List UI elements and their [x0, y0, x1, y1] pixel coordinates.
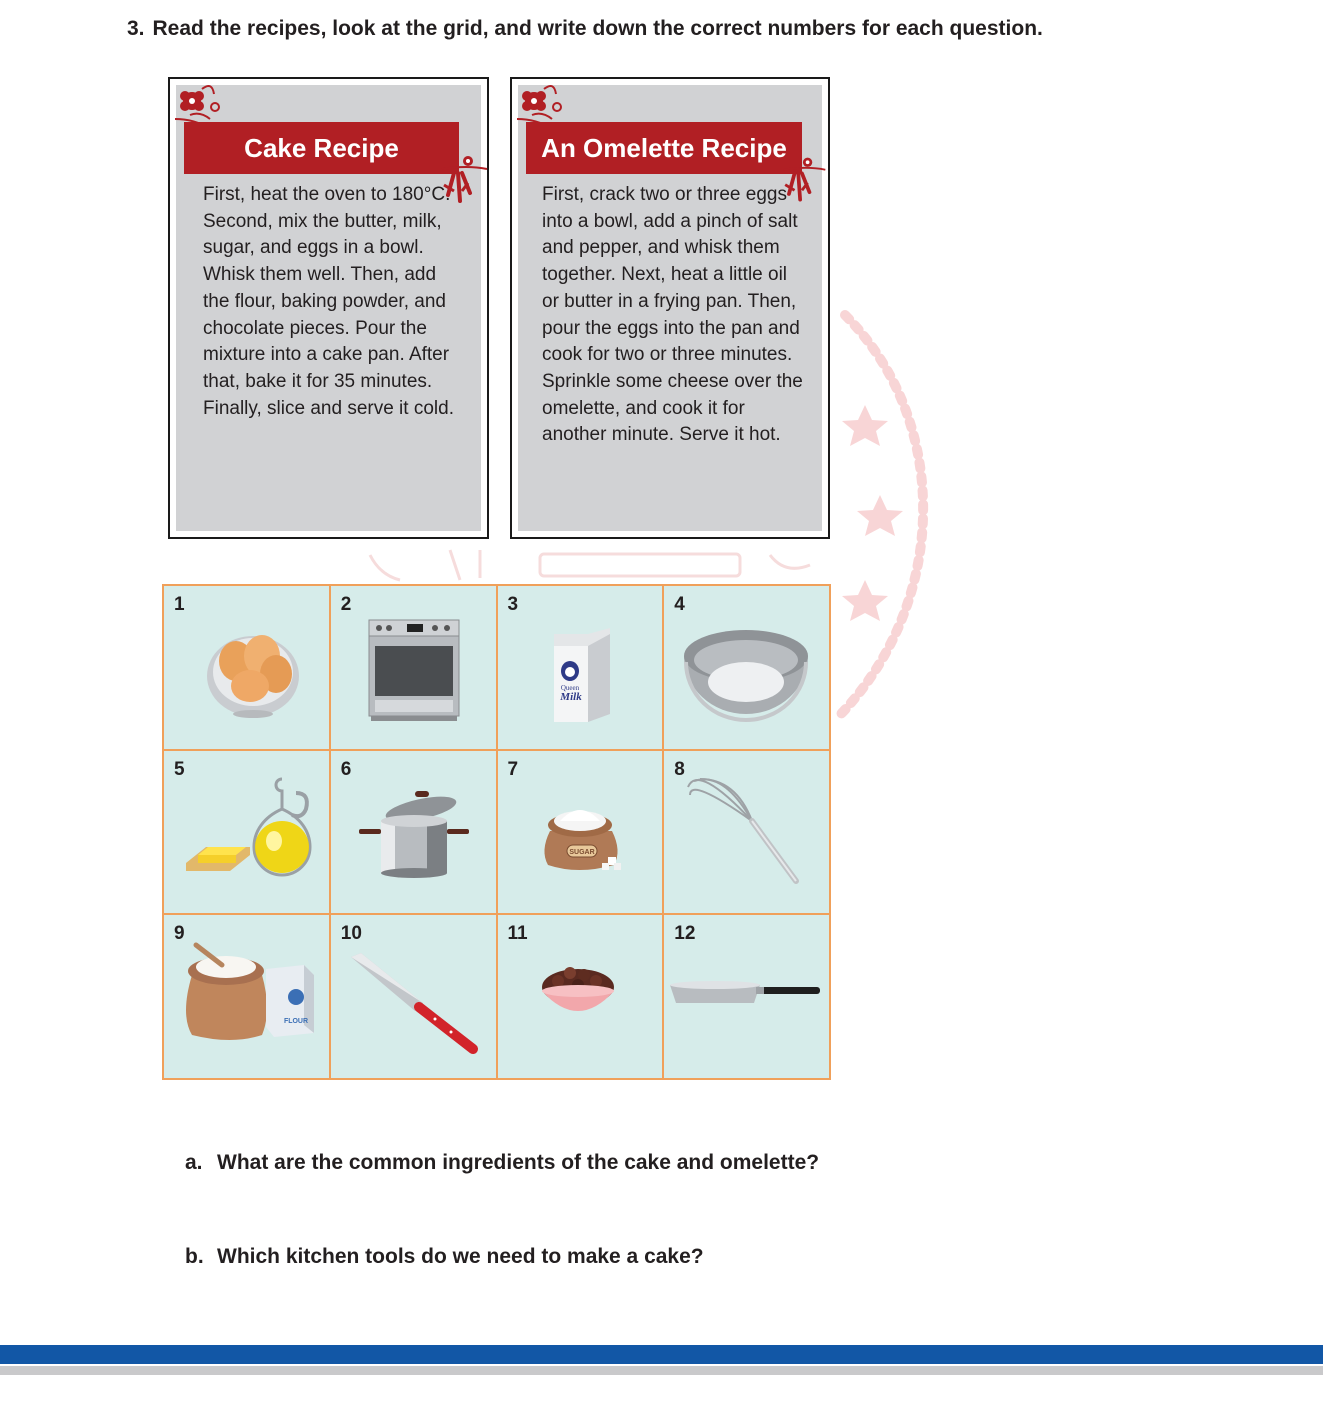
whisk-icon	[664, 751, 830, 915]
milk-label-text: Milk	[559, 691, 582, 703]
question-b	[185, 1245, 704, 1269]
cell-number: 12	[674, 923, 696, 945]
question-a	[185, 1151, 819, 1175]
cell-number: 4	[674, 594, 685, 615]
omelette-recipe-text: First, crack two or three eggs into a bowl, add a pinch of salt and pepper, and whisk them together. Next, heat a little oil or butter in a frying pan. Then, pour the eggs into the pan and cook for two or three minutes. Sprinkle some cheese over the omelette, and cook it for another minute. Serve it hot.	[542, 184, 803, 446]
cell-number: 2	[340, 594, 352, 615]
cake-recipe-card	[168, 77, 489, 539]
cell-number: 8	[674, 758, 685, 780]
omelette-recipe-title: An Omelette Recipe	[526, 122, 802, 174]
cell-number: 11	[507, 923, 528, 945]
grid-cell-8	[663, 750, 830, 915]
sugar-label-text: SUGAR	[568, 848, 595, 856]
cake-recipe-title: Cake Recipe	[184, 122, 459, 174]
grid-cell-3	[497, 585, 664, 750]
frying-pan-icon	[664, 915, 830, 1079]
cake-recipe-text: First, heat the oven to 180°C. Second, mix the butter, milk, sugar, and eggs in a bowl. Whisk them well. Then, add the flour, baking powder, and chocolate pieces. Pour the mixture into a cake pan. After that, bake it for 35 minutes. Finally, slice and serve it cold.	[203, 184, 454, 419]
footer-blue-bar	[0, 1345, 1323, 1364]
cell-number: 6	[340, 758, 352, 780]
flour-label-text: FLOUR	[283, 1018, 309, 1026]
question-letter: b.	[185, 1245, 204, 1268]
grid-cell-5	[163, 750, 330, 915]
omelette-recipe-card	[510, 77, 830, 539]
cell-number: 5	[174, 758, 185, 780]
question-text: Which kitchen tools do we need to make a cake?	[217, 1245, 704, 1268]
grid-cell-2	[330, 585, 497, 750]
milk-brand-text: Queen	[560, 684, 579, 692]
cooking-pot-icon	[331, 751, 497, 915]
question-letter: a.	[185, 1151, 203, 1174]
chocolate-pieces-bowl-icon	[498, 915, 664, 1079]
butter-and-oil-icon	[164, 751, 330, 915]
grid-cell-10	[330, 914, 497, 1079]
eggs-in-bowl-icon	[164, 586, 330, 750]
oven-icon	[331, 586, 497, 750]
exercise-number: 3.	[127, 17, 145, 40]
grid-cell-6	[330, 750, 497, 915]
mixing-bowl-icon	[664, 586, 830, 750]
grid-cell-9	[163, 914, 330, 1079]
cell-number: 1	[174, 594, 185, 615]
question-text: What are the common ingredients of the cake and omelette?	[217, 1151, 820, 1174]
cell-number: 9	[174, 923, 185, 945]
grid-cell-4	[663, 585, 830, 750]
grid-cell-1	[163, 585, 330, 750]
knife-icon	[331, 915, 497, 1079]
milk-carton-icon	[498, 586, 664, 750]
flour-sack-icon	[164, 915, 330, 1079]
cell-number: 7	[507, 758, 519, 780]
grid-cell-7	[497, 750, 664, 915]
grid-cell-11	[497, 914, 664, 1079]
instruction-text: Read the recipes, look at the grid, and write down the correct numbers for each question.	[152, 17, 1043, 40]
kitchen-picture-grid	[162, 584, 831, 1080]
cell-number: 3	[507, 594, 519, 615]
cell-number: 10	[340, 923, 362, 945]
grid-cell-12	[663, 914, 830, 1079]
footer-grey-bar	[0, 1366, 1323, 1375]
sugar-sack-icon	[498, 751, 664, 915]
exercise-instruction	[127, 17, 1043, 41]
